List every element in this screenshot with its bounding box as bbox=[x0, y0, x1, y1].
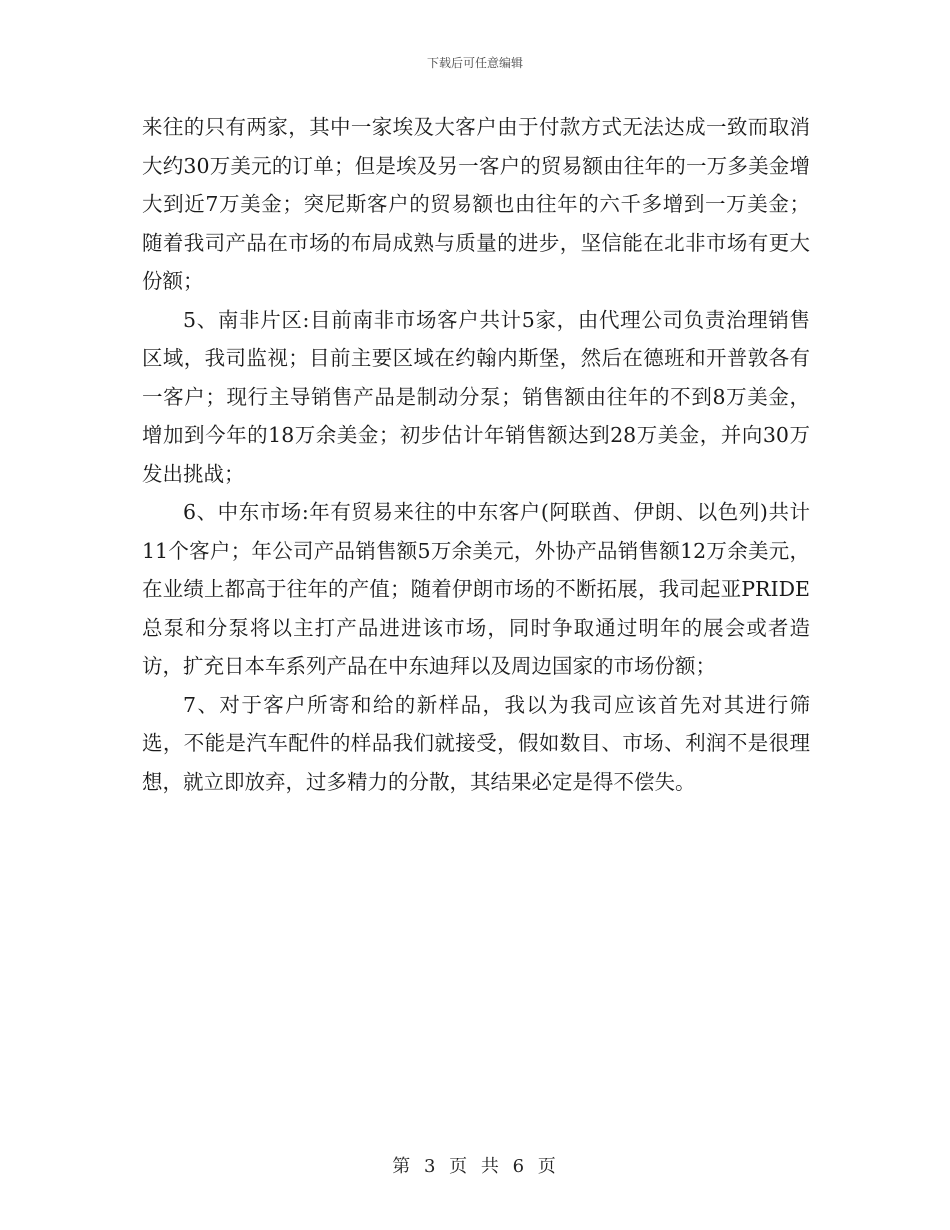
document-body bbox=[142, 108, 810, 801]
paragraph-samples: 7、对于客户所寄和给的新样品，我以为我司应该首先对其进行筛选，不能是汽车配件的样品我们就接受，假如数目、市场、利润不是很理想，就立即放弃，过多精力的分散，其结果必定是得不偿失。 bbox=[142, 692, 810, 794]
paragraph-middle-east: 6、中东市场:年有贸易来往的中东客户(阿联酋、伊朗、以色列)共计11个客户；年公司产品销售额5万余美元，外协产品销售额12万余美元，在业绩上都高于往年的产值；随着伊朗市场的不断拓展，我司起亚PRIDE总泵和分泵将以主打产品进进该市场，同时争取通过明年的展会或者造访，扩充日本车系列产品在中东迪拜以及周边国家的市场份额； bbox=[142, 500, 810, 678]
paragraph-continuation: 来往的只有两家，其中一家埃及大客户由于付款方式无法达成一致而取消大约30万美元的订单；但是埃及另一客户的贸易额由往年的一万多美金增大到近7万美金；突尼斯客户的贸易额也由往年的六千多增到一万美金；随着我司产品在市场的布局成熟与质量的进步，坚信能在北非市场有更大份额； bbox=[142, 115, 810, 293]
page-number: 第 3 页 共 6 页 bbox=[392, 1156, 558, 1177]
paragraph-south-africa: 5、南非片区:目前南非市场客户共计5家，由代理公司负责治理销售区域，我司监视；目前主要区域在约翰内斯堡，然后在德班和开普敦各有一客户；现行主导销售产品是制动分泵；销售额由往年的不到8万美金，增加到今年的18万余美金；初步估计年销售额达到28万美金，并向30万发出挑战； bbox=[142, 307, 810, 486]
header-note: 下载后可任意编辑 bbox=[426, 56, 523, 70]
